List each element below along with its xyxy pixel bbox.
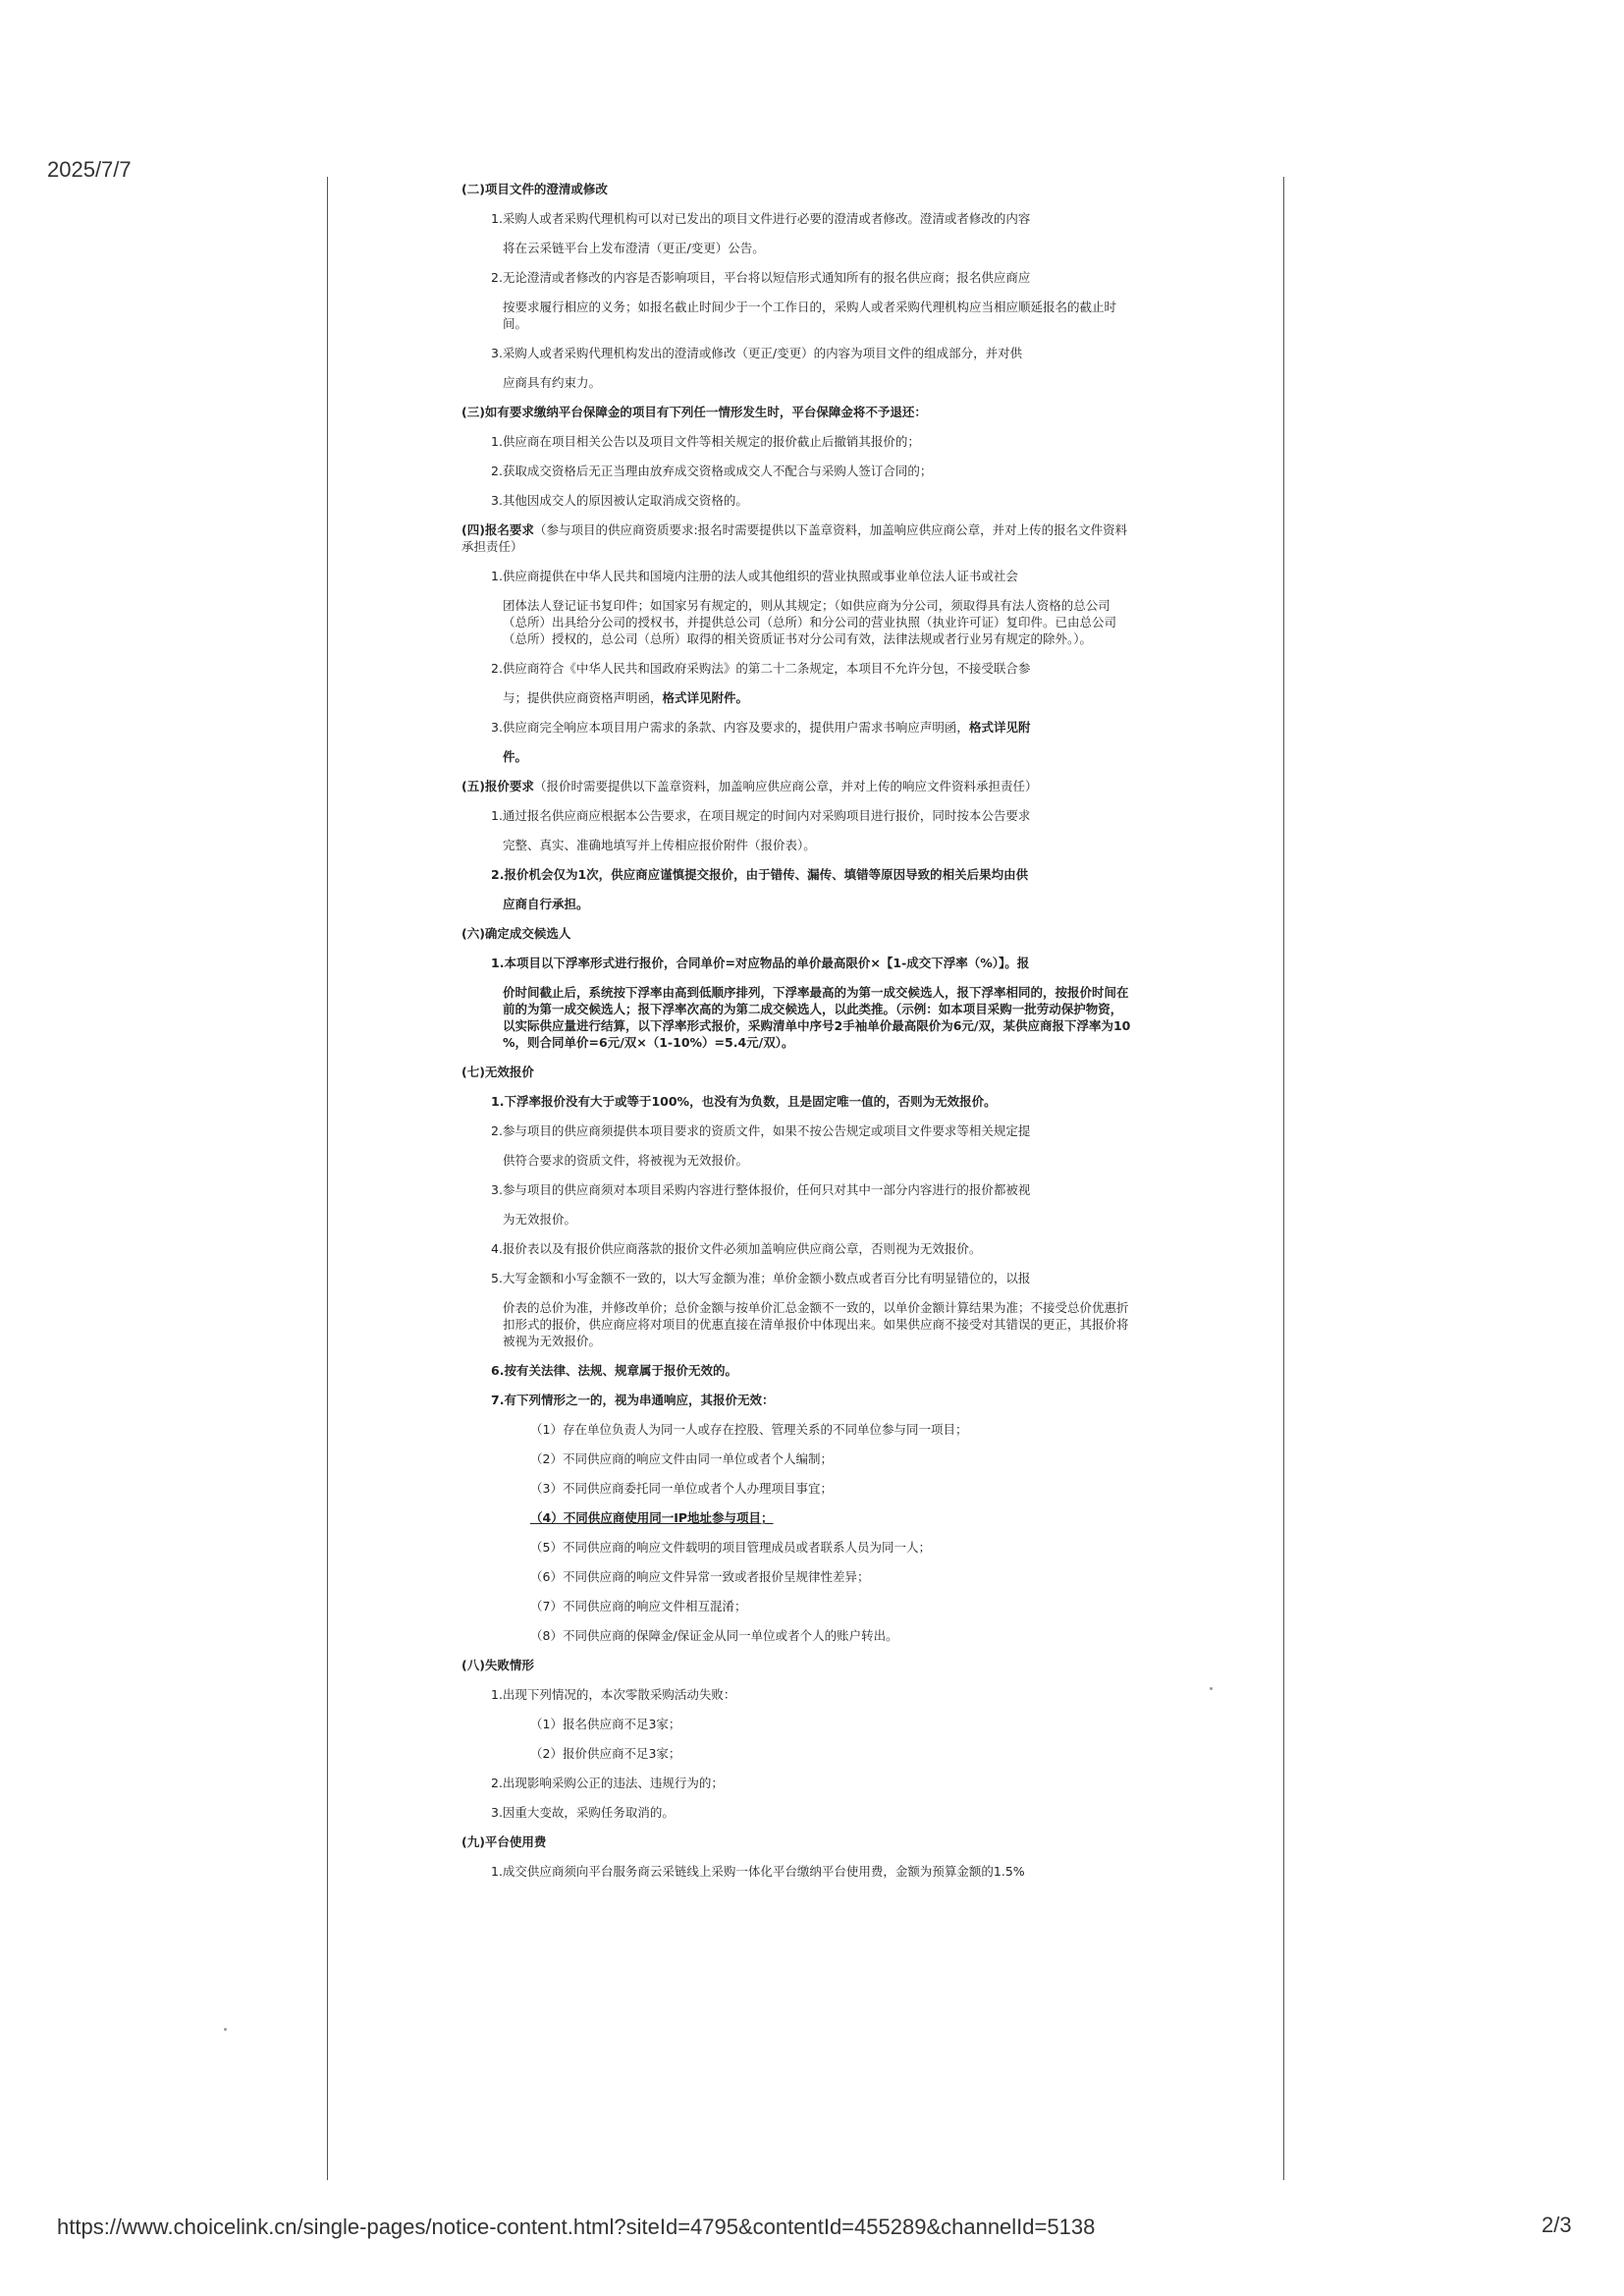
list-item: 1.供应商提供在中华人民共和国境内注册的法人或其他组织的营业执照或事业单位法人证书或社会	[491, 569, 1018, 583]
list-item: 3.采购人或者采购代理机构发出的澄清或修改（更正/变更）的内容为项目文件的组成部分，并对供	[491, 346, 1023, 360]
list-item: 3.参与项目的供应商须对本项目采购内容进行整体报价，任何只对其中一部分内容进行的报价都被视	[491, 1182, 1031, 1197]
list-item-continuation: 为无效报价。	[503, 1212, 577, 1227]
frame-right-border	[1283, 177, 1284, 2180]
list-item-continuation: 应商自行承担。	[503, 897, 589, 911]
list-item-continuation: 价时间截止后，系统按下浮率由高到低顺序排列，下浮率最高的为第一成交候选人，报下浮率相同的，按报价时间在	[503, 985, 1129, 1000]
list-item: 1.采购人或者采购代理机构可以对已发出的项目文件进行必要的澄清或者修改。澄清或者修改的内容	[491, 211, 1031, 226]
list-item-continuation: 件。	[503, 749, 528, 764]
list-item-continuation: %，则合同单价=6元/双×（1-10%）=5.4元/双）。	[503, 1035, 794, 1050]
text-run-bold: 格式详见附	[968, 720, 1031, 735]
list-item-continuation: （总所）授权的，总公司（总所）取得的相关资质证书对分公司有效，法律法规或者行业另有规定的除外。）。	[503, 631, 1093, 646]
list-item: 7.有下列情形之一的，视为串通响应，其报价无效：	[491, 1393, 775, 1407]
list-item: 6.按有关法律、法规、规章属于报价无效的。	[491, 1363, 737, 1378]
list-item-continuation: 团体法人登记证书复印件；如国家另有规定的，则从其规定；（如供应商为分公司，须取得具有法人资格的总公司	[503, 598, 1110, 613]
list-item: 2.获取成交资格后无正当理由放弃成交资格或成交人不配合与采购人签订合同的；	[491, 464, 933, 478]
sub-item	[461, 1509, 1208, 1526]
sub-item: （1）报名供应商不足3家；	[530, 1717, 681, 1731]
list-item-continuation: 价表的总价为准，并修改单价；总价金额与按单价汇总金额不一致的，以单价金额计算结果为准；不接受总价优惠折	[503, 1300, 1129, 1315]
sub-item: （2）报价供应商不足3家；	[530, 1746, 681, 1761]
scan-speck	[1210, 1687, 1213, 1690]
list-item: 1.成交供应商须向平台服务商云采链线上采购一体化平台缴纳平台使用费，金额为预算金额的1.5%	[491, 1864, 1025, 1879]
list-item: 2.参与项目的供应商须提供本项目要求的资质文件，如果不按公告规定或项目文件要求等相关规定提	[491, 1123, 1031, 1138]
section-title-rest: （报价时需要提供以下盖章资料，加盖响应供应商公章，并对上传的响应文件资料承担责任）	[533, 779, 1038, 793]
text-run: 3.供应商完全响应本项目用户需求的条款、内容及要求的，提供用户需求书响应声明函，	[491, 720, 969, 735]
sub-item: （1）存在单位负责人为同一人或存在控股、管理关系的不同单位参与同一项目；	[530, 1422, 968, 1437]
sub-item: （5）不同供应商的响应文件载明的项目管理成员或者联系人员为同一人；	[530, 1540, 931, 1555]
list-item-continuation: 完整、真实、准确地填写并上传相应报价附件（报价表）。	[503, 838, 816, 852]
list-item-continuation: 前的为第一成交候选人；报下浮率次高的为第二成交候选人，以此类推。（示例：如本项目采购一批劳动保护物资，	[503, 1002, 1123, 1016]
list-item-continuation: 将在云采链平台上发布澄清（更正/变更）公告。	[503, 241, 765, 255]
section-title-continuation: 承担责任）	[461, 539, 523, 554]
sub-item: （8）不同供应商的保障金/保证金从同一单位或者个人的账户转出。	[530, 1628, 898, 1643]
list-item: 3.因重大变故，采购任务取消的。	[491, 1805, 675, 1820]
list-item-continuation: 被视为无效报价。	[503, 1334, 602, 1348]
sub-item: （2）不同供应商的响应文件由同一单位或者个人编制；	[530, 1451, 833, 1466]
list-item: 1.供应商在项目相关公告以及项目文件等相关规定的报价截止后撤销其报价的；	[491, 434, 920, 449]
header-date: 2025/7/7	[47, 157, 132, 182]
footer-page-number: 2/3	[1542, 2213, 1572, 2237]
section-title: (八)失败情形	[461, 1658, 534, 1672]
list-item-continuation	[461, 689, 1208, 706]
list-item: 4.报价表以及有报价供应商落款的报价文件必须加盖响应供应商公章，否则视为无效报价。	[491, 1241, 982, 1256]
list-item: 1.本项目以下浮率形式进行报价，合同单价=对应物品的单价最高限价×【1-成交下浮率（%）】。报	[491, 956, 1030, 970]
section-title-bold: (五)报价要求	[461, 779, 534, 793]
section-title: (三)如有要求缴纳平台保障金的项目有下列任一情形发生时，平台保障金将不予退还：	[461, 405, 927, 419]
underlined-text: （4）不同供应商使用同一IP地址参与项目；	[530, 1510, 774, 1525]
sub-item: （3）不同供应商委托同一单位或者个人办理项目事宜；	[530, 1481, 833, 1496]
list-item: 1.出现下列情况的，本次零散采购活动失败：	[491, 1687, 736, 1702]
section-title: (二)项目文件的澄清或修改	[461, 182, 608, 196]
list-item-continuation: 按要求履行相应的义务；如报名截止时间少于一个工作日的，采购人或者采购代理机构应当相应顺延报名的截止时	[503, 300, 1117, 314]
list-item: 3.其他因成交人的原因被认定取消成交资格的。	[491, 493, 748, 508]
section-title: (六)确定成交候选人	[461, 926, 571, 941]
section-title	[461, 521, 1208, 538]
scan-speck	[224, 2028, 227, 2031]
text-run-bold: 格式详见附件。	[662, 690, 749, 705]
sub-item: （7）不同供应商的响应文件相互混淆；	[530, 1599, 747, 1613]
list-item: 2.出现影响采购公正的违法、违规行为的；	[491, 1776, 724, 1790]
section-title	[461, 778, 1208, 794]
list-item: 2.无论澄清或者修改的内容是否影响项目，平台将以短信形式通知所有的报名供应商；报名供应商应	[491, 270, 1031, 285]
list-item: 5.大写金额和小写金额不一致的，以大写金额为准；单价金额小数点或者百分比有明显错位的，以报	[491, 1271, 1031, 1285]
footer-url: https://www.choicelink.cn/single-pages/notice-content.html?siteId=4795&contentId=455289&channelId=5138	[57, 2214, 1096, 2239]
list-item: 1.下浮率报价没有大于或等于100%，也没有为负数，且是固定唯一值的，否则为无效报价。	[491, 1094, 997, 1109]
list-item-continuation: 应商具有约束力。	[503, 375, 602, 390]
list-item: 2.报价机会仅为1次，供应商应谨慎提交报价，由于错传、漏传、填错等原因导致的相关后果均由供	[491, 867, 1029, 882]
list-item: 2.供应商符合《中华人民共和国政府采购法》的第二十二条规定，本项目不允许分包，不接受联合参	[491, 661, 1031, 676]
list-item-continuation: 间。	[503, 316, 528, 331]
list-item-continuation: 供符合要求的资质文件，将被视为无效报价。	[503, 1153, 749, 1168]
document-body	[461, 181, 1208, 1880]
list-item-continuation: （总所）出具给分公司的授权书，并提供总公司（总所）和分公司的营业执照（执业许可证）复印件。已由总公司	[503, 615, 1117, 629]
section-title-bold: (四)报名要求	[461, 522, 534, 537]
list-item-continuation: 以实际供应量进行结算，以下浮率形式报价，采购清单中序号2手袖单价最高限价为6元/双，某供应商报下浮率为10	[503, 1018, 1131, 1033]
frame-left-border	[327, 177, 328, 2180]
section-title: (七)无效报价	[461, 1065, 534, 1079]
section-title-rest: （参与项目的供应商资质要求:报名时需要提供以下盖章资料，加盖响应供应商公章，并对上传的报名文件资料	[533, 522, 1128, 537]
list-item-continuation: 扣形式的报价，供应商应将对项目的优惠直接在清单报价中体现出来。如果供应商不接受对其错误的更正，其报价将	[503, 1317, 1129, 1332]
section-title: (九)平台使用费	[461, 1834, 547, 1849]
list-item: 1.通过报名供应商应根据本公告要求，在项目规定的时间内对采购项目进行报价，同时按本公告要求	[491, 808, 1031, 823]
sub-item: （6）不同供应商的响应文件异常一致或者报价呈规律性差异；	[530, 1569, 870, 1584]
list-item	[461, 719, 1208, 736]
text-run: 与；提供供应商资格声明函，	[503, 690, 663, 705]
